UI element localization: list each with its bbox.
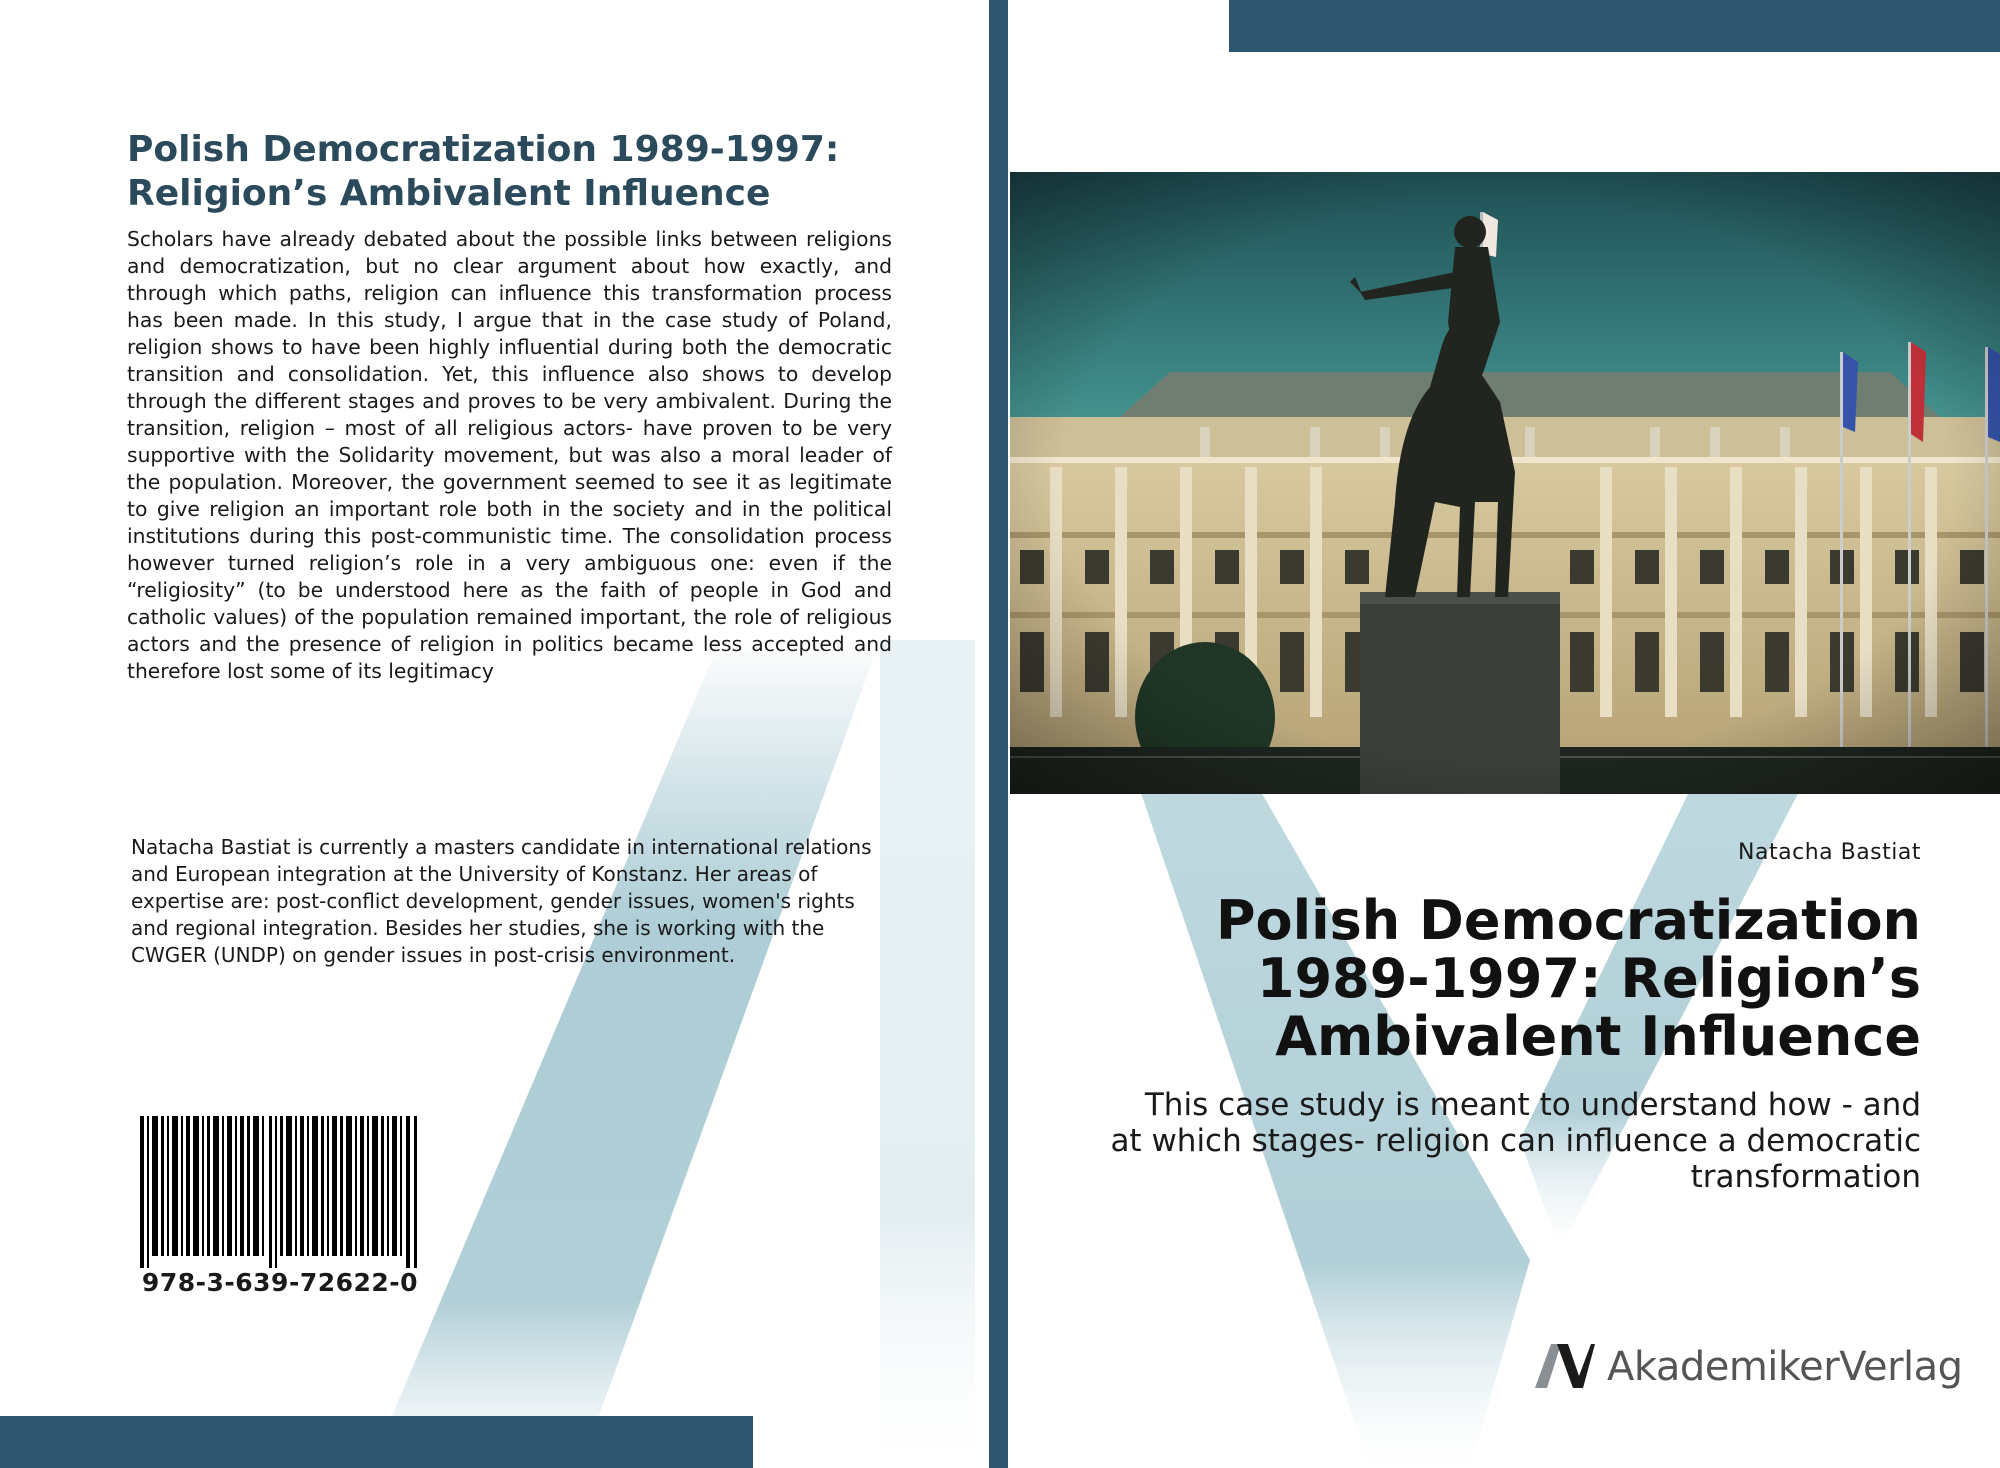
top-accent-bar [1229,0,2000,52]
front-cover-subtitle [1061,1087,1921,1195]
front-subtitle-line-2: at which stages- religion can influence a democratic [1110,1123,1921,1159]
back-title-line-1: Polish Democratization 1989-1997: [127,129,840,170]
bottom-accent-bar [0,1416,753,1468]
isbn-number: 978-3-639-72622-0 [141,1268,419,1297]
back-title-line-2: Religion’s Ambivalent Influence [127,173,771,214]
cover-photo [1010,172,2000,794]
publisher-logo [1535,1340,1963,1400]
front-title-line-3: Ambivalent Influence [1275,1005,1921,1068]
barcode-icon [140,1116,420,1268]
front-subtitle-line-1: This case study is meant to understand how - and [1144,1087,1921,1123]
book-spine [989,0,1008,1468]
publisher-name: AkademikerVerlag [1607,1344,1963,1390]
author-bio: Natacha Bastiat is currently a masters candidate in international relations and European integration at the University of Konstanz. Her areas of expertise are: post-conflict development, gender issues, women's rights and regional integration. Besides her studies, she is working with the CWGER (UNDP) on gender issues in post-crisis environment. [131,835,872,967]
back-cover-blurb: Scholars have already debated about the possible links between religions and democratization, but no clear argument about how exactly, and through which paths, religion can influence this transformation process has been made. In this study, I argue that in the case study of Poland, religion shows to have been highly influential during both the democratic transition and consolidation. Yet, this influence also shows to develop through the different stages and proves to be very ambivalent. During the transition, religion – most of all religious actors- have proven to be very supportive with the Solidarity movement, but was also a moral leader of the population. Moreover, the government seemed to see it as legitimate to give religion an important role both in the society and in the political institutions during this post-communistic time. The consolidation process however turned religion’s role in a very ambiguous one: even if the “religiosity” (to be understood here as the faith of people in God and catholic values) of the population remained important, the role of religious actors and the presence of religion in politics became less accepted and therefore lost some of its legitimacy [127,227,892,683]
av-logo-icon [1535,1342,1595,1390]
front-cover-author: Natacha Bastiat [1738,840,1921,865]
front-subtitle-line-3: transformation [1690,1159,1921,1195]
front-cover-title [1161,889,1921,1068]
front-title-line-1: Polish Democratization [1215,889,1921,952]
front-title-line-2: 1989-1997: Religion’s [1257,947,1921,1010]
back-cover-title [127,128,907,216]
barcode [130,1100,430,1310]
